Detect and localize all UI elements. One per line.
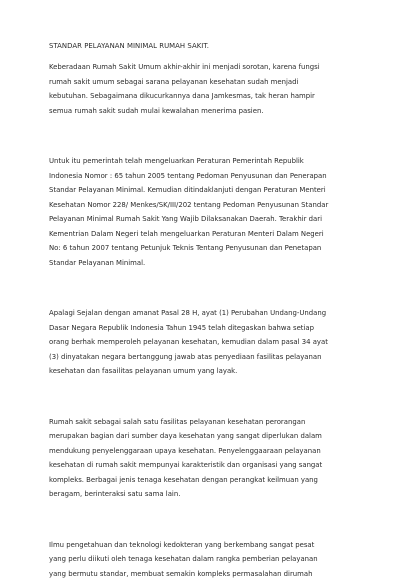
paragraph-line: Untuk itu pemerintah telah mengeluarkan Peraturan Pemerintah Republik xyxy=(49,154,354,169)
paragraph-line: Rumah sakit sebagai salah satu fasilitas pelayanan kesehatan perorangan xyxy=(49,415,354,430)
paragraph-line: yang bermutu standar, membuat semakin kompleks permasalahan dirumah xyxy=(49,567,354,581)
paragraph-4 xyxy=(49,415,354,502)
paragraph-1 xyxy=(49,60,354,118)
paragraph-3 xyxy=(49,306,354,379)
paragraph-line: Keberadaan Rumah Sakit Umum akhir-akhir ini menjadi sorotan, karena fungsi xyxy=(49,60,354,75)
paragraph-line: yang perlu diikuti oleh tenaga kesehatan dalam rangka pemberian pelayanan xyxy=(49,552,354,567)
paragraph-line: Apalagi Sejalan dengan amanat Pasal 28 H, ayat (1) Perubahan Undang-Undang xyxy=(49,306,354,321)
paragraph-5 xyxy=(49,538,354,581)
paragraph-line: kebutuhan. Sebagaimana dikucurkannya dana Jamkesmas, tak heran hampir xyxy=(49,89,354,104)
paragraph-line: Ilmu pengetahuan dan teknologi kedokteran yang berkembang sangat pesat xyxy=(49,538,354,553)
paragraph-2 xyxy=(49,154,354,270)
document-title: STANDAR PELAYANAN MINIMAL RUMAH SAKIT. xyxy=(49,41,354,52)
paragraph-line: kesehatan di rumah sakit mempunyai karakteristik dan organisasi yang sangat xyxy=(49,458,354,473)
paragraph-line: Indonesia Nomor : 65 tahun 2005 tentang Pedoman Penyusunan dan Penerapan xyxy=(49,169,354,184)
paragraph-line: Pelayanan Minimal Rumah Sakit Yang Wajib Dilaksanakan Daerah. Terakhir dari xyxy=(49,212,354,227)
paragraph-line: beragam, berinteraksi satu sama lain. xyxy=(49,487,354,502)
paragraph-line: Kesehatan Nomor 228/ Menkes/SK/III/202 tentang Pedoman Penyusunan Standar xyxy=(49,198,354,213)
paragraph-line: mendukung penyelenggaraan upaya kesehatan. Penyelenggaaraan pelayanan xyxy=(49,444,354,459)
paragraph-line: Standar Pelayanan Minimal. xyxy=(49,256,354,271)
paragraph-line: kesehatan dan fasailitas pelayanan umum yang layak. xyxy=(49,364,354,379)
paragraph-line: (3) dinyatakan negara bertanggung jawab atas penyediaan fasilitas pelayanan xyxy=(49,350,354,365)
paragraph-line: rumah sakit umum sebagai sarana pelayanan kesehatan sudah menjadi xyxy=(49,75,354,90)
paragraph-line: Dasar Negara Republik Indonesia Tahun 1945 telah ditegaskan bahwa setiap xyxy=(49,321,354,336)
paragraph-line: Kementrian Dalam Negeri telah mengeluarkan Peraturan Menteri Dalam Negeri xyxy=(49,227,354,242)
paragraph-line: semua rumah sakit sudah mulai kewalahan menerima pasien. xyxy=(49,104,354,119)
paragraph-line: kompleks. Berbagai jenis tenaga kesehatan dengan perangkat keilmuan yang xyxy=(49,473,354,488)
paragraph-line: orang berhak memperoleh pelayanan kesehatan, kemudian dalam pasal 34 ayat xyxy=(49,335,354,350)
paragraph-line: Standar Pelayanan Minimal. Kemudian ditindaklanjuti dengan Peraturan Menteri xyxy=(49,183,354,198)
paragraph-line: merupakan bagian dari sumber daya kesehatan yang sangat diperlukan dalam xyxy=(49,429,354,444)
paragraph-line: No: 6 tahun 2007 tentang Petunjuk Teknis Tentang Penyusunan dan Penetapan xyxy=(49,241,354,256)
